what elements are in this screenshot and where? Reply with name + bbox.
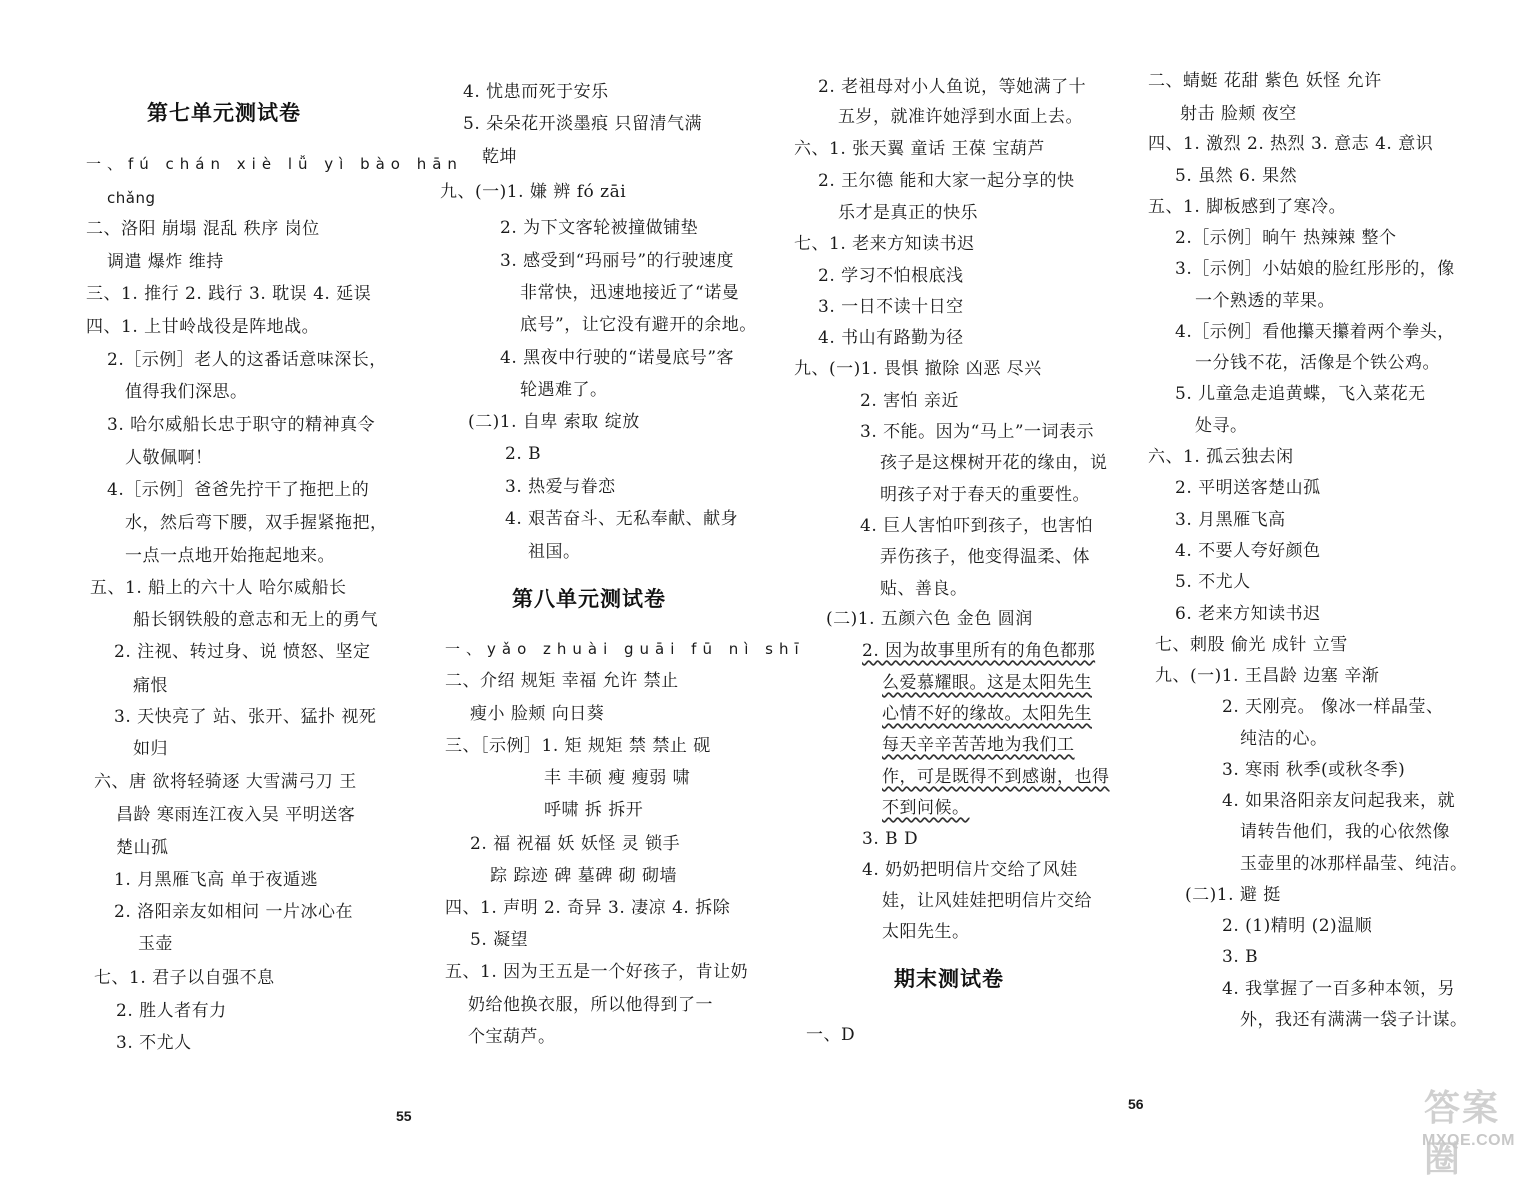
page-number-left: 55	[396, 1108, 412, 1124]
answer-line: 2. 天刚亮。 像冰一样晶莹、	[1222, 697, 1444, 717]
answer-line: 五岁，就准许她浮到水面上去。	[838, 107, 1083, 127]
answer-line: 3. B D	[862, 829, 919, 849]
answer-line: 2. 注视、转过身、说 愤怒、坚定	[114, 642, 371, 662]
answer-line: 2. 平明送客楚山孤	[1175, 478, 1321, 498]
answer-line: 一点一点地开始拖起地来。	[125, 546, 335, 566]
answer-line: 2. 学习不怕根底浅	[818, 266, 964, 286]
answer-line: 作，可是既得不到感谢，也得	[882, 767, 1110, 787]
answer-line: 3. 月黑雁飞高	[1175, 510, 1286, 530]
answer-line: 调遣 爆炸 维持	[107, 252, 224, 272]
answer-line: 射击 脸颊 夜空	[1180, 104, 1297, 124]
watermark-url: MXQE.COM	[1422, 1132, 1515, 1149]
answer-line: (二)1. 五颜六色 金色 圆润	[826, 609, 1033, 629]
answer-line: 人敬佩啊！	[125, 448, 213, 468]
answer-line: 2. B	[505, 444, 542, 464]
page-number-right: 56	[1128, 1096, 1144, 1112]
answer-line: 昌龄 寒雨连江夜入吴 平明送客	[116, 805, 356, 825]
watermark-brand: 答案圈	[1424, 1088, 1501, 1180]
answer-line: 3. 哈尔威船长忠于职守的精神真令	[107, 415, 376, 435]
answer-line: 祖国。	[528, 542, 581, 562]
answer-line: 九、(一)1. 王昌龄 边塞 辛渐	[1155, 666, 1380, 686]
answer-line: 2. 胜人者有力	[116, 1001, 227, 1021]
answer-line: 九、(一)1. 嫌 辨 fó zāi	[440, 182, 627, 202]
unit8-title: 第八单元测试卷	[512, 586, 666, 611]
answer-line: 瘦小 脸颊 向日葵	[470, 704, 605, 724]
answer-line: 2. 害怕 亲近	[860, 391, 960, 411]
answer-line: 七、1. 老来方知读书迟	[794, 234, 975, 254]
answer-line: 3. B	[1222, 947, 1259, 967]
answer-line: 3. 一日不读十日空	[818, 297, 964, 317]
answer-line: 处寻。	[1195, 416, 1248, 436]
answer-line: 4. 黑夜中行驶的“诺曼底号”客	[500, 348, 735, 368]
answer-line: 呼啸 拆 拆开	[544, 800, 644, 820]
answer-line: 四、1. 声明 2. 奇异 3. 凄凉 4. 拆除	[445, 898, 731, 918]
answer-line: 值得我们深思。	[125, 382, 248, 402]
answer-line: 3. 感受到“玛丽号”的行驶速度	[500, 251, 735, 271]
answer-line: 丰 丰硕 瘦 瘦弱 啸	[544, 768, 691, 788]
answer-line: 三、1. 推行 2. 践行 3. 耽误 4. 延误	[86, 284, 372, 304]
answer-line: 孩子是这棵树开花的缘由，说	[880, 453, 1108, 473]
answer-line: 乾坤	[482, 147, 517, 167]
answer-line: 非常快，迅速地接近了“诺曼	[520, 283, 740, 303]
answer-line: 玉壶	[138, 934, 173, 954]
answer-line: 3. 不尤人	[116, 1033, 192, 1053]
unit7-title: 第七单元测试卷	[147, 100, 301, 125]
answer-line: 六、1. 张天翼 童话 王葆 宝葫芦	[794, 139, 1045, 159]
answer-line: 轮遇难了。	[520, 380, 608, 400]
answer-line: 2. 洛阳亲友如相问 一片冰心在	[114, 902, 354, 922]
answer-line: 6. 老来方知读书迟	[1175, 604, 1321, 624]
answer-line: 底号”，让它没有避开的余地。	[520, 315, 757, 335]
answer-line: 二、介绍 规矩 幸福 允许 禁止	[445, 671, 679, 691]
answer-line: 4. 如果洛阳亲友问起我来，就	[1222, 791, 1456, 811]
answer-line: 4. 不要人夸好颜色	[1175, 541, 1321, 561]
answer-line: 5. 凝望	[470, 930, 529, 950]
answer-line: 4. 书山有路勤为径	[818, 328, 964, 348]
answer-line: 一、fú chán xiè lǚ yì bào hān	[86, 155, 463, 173]
answer-line: 4. 奶奶把明信片交给了风娃	[862, 860, 1078, 880]
answer-line: 五、1. 脚板感到了寒冷。	[1148, 197, 1347, 217]
answer-line: 2. 为下文客轮被撞做铺垫	[500, 218, 699, 238]
answer-line: (二)1. 避 挺	[1185, 885, 1281, 905]
answer-line: chǎng	[107, 189, 156, 207]
watermark-logo	[1418, 1080, 1528, 1180]
answer-line: 楚山孤	[116, 838, 169, 858]
answer-line: 3. 天快亮了 站、张开、猛扑 视死	[114, 707, 377, 727]
answer-line: 3. 不能。因为“马上”一词表示	[860, 422, 1095, 442]
answer-line: 二、蜻蜓 花甜 紫色 妖怪 允许	[1148, 71, 1382, 91]
answer-line: 弄伤孩子，他变得温柔、体	[880, 547, 1090, 567]
answer-line: 一、D	[806, 1025, 856, 1045]
answer-line: 2. 老祖母对小人鱼说，等她满了十	[818, 77, 1087, 97]
answer-line: 贴、善良。	[880, 579, 968, 599]
answer-line: 不到问候。	[882, 798, 970, 818]
answer-line: 太阳先生。	[882, 922, 970, 942]
answer-line: 七、刺股 偷光 成针 立雪	[1155, 635, 1348, 655]
answer-line: 乐才是真正的快乐	[838, 203, 978, 223]
answer-line: 外，我还有满满一袋子计谋。	[1240, 1010, 1468, 1030]
answer-line: 2.［示例］老人的这番话意味深长，	[107, 350, 387, 370]
answer-line: 5. 虽然 6. 果然	[1175, 166, 1298, 186]
answer-line: 2. 福 祝福 妖 妖怪 灵 锁手	[470, 834, 681, 854]
answer-line: 五、1. 因为王五是一个好孩子，肯让奶	[445, 962, 749, 982]
answer-line: 二、洛阳 崩塌 混乱 秩序 岗位	[86, 219, 320, 239]
answer-line: 4. 忧患而死于安乐	[463, 82, 609, 102]
answer-line: 明孩子对于春天的重要性。	[880, 485, 1090, 505]
answer-line: 如归	[133, 739, 168, 759]
answer-line: 2.［示例］晌午 热辣辣 整个	[1175, 228, 1397, 248]
answer-line: (二)1. 自卑 索取 绽放	[468, 412, 640, 432]
answer-line: 奶给他换衣服，所以他得到了一	[468, 995, 713, 1015]
answer-line: 娃，让风娃娃把明信片交给	[882, 891, 1092, 911]
answer-line: 踪 踪迹 碑 墓碑 砌 砌墙	[490, 866, 678, 886]
answer-line: 一个熟透的苹果。	[1195, 291, 1335, 311]
answer-line: 四、1. 激烈 2. 热烈 3. 意志 4. 意识	[1148, 134, 1434, 154]
answer-line: 三、［示例］1. 矩 规矩 禁 禁止 砚	[445, 736, 711, 756]
answer-line: 4.［示例］爸爸先拧干了拖把上的	[107, 480, 370, 500]
answer-line: 船长钢铁般的意志和无上的勇气	[133, 610, 378, 630]
answer-line: 一、yǎo zhuài guāi fū nì shī	[445, 640, 805, 658]
answer-line: 4.［示例］看他攥天攥着两个拳头，	[1175, 322, 1455, 342]
answer-line: 每天辛辛苦苦地为我们工	[882, 735, 1075, 755]
answer-line: 七、1. 君子以自强不息	[94, 968, 275, 988]
answer-line: 心情不好的缘故。太阳先生	[882, 704, 1092, 724]
answer-line: 4. 巨人害怕吓到孩子，也害怕	[860, 516, 1094, 536]
answer-line: 请转告他们，我的心依然像	[1240, 822, 1450, 842]
answer-line: 5. 不尤人	[1175, 572, 1251, 592]
answer-line: 痛恨	[133, 676, 168, 696]
answer-line: 六、1. 孤云独去闲	[1148, 447, 1294, 467]
answer-line: 么爱慕耀眼。这是太阳先生	[882, 673, 1092, 693]
answer-line: 一分钱不花，活像是个铁公鸡。	[1195, 353, 1440, 373]
answer-line: 2. 王尔德 能和大家一起分享的快	[818, 171, 1075, 191]
answer-line: 4. 我掌握了一百多种本领，另	[1222, 979, 1456, 999]
answer-line: 四、1. 上甘岭战役是阵地战。	[86, 317, 320, 337]
answer-line: 六、唐 欲将轻骑逐 大雪满弓刀 王	[94, 772, 357, 792]
answer-line: 5. 朵朵花开淡墨痕 只留清气满	[463, 114, 703, 134]
answer-line: 个宝葫芦。	[468, 1027, 556, 1047]
answer-line: 纯洁的心。	[1240, 729, 1328, 749]
answer-line: 3. 寒雨 秋季(或秋冬季)	[1222, 760, 1406, 780]
answer-line: 水，然后弯下腰，双手握紧拖把，	[125, 513, 388, 533]
answer-line: 九、(一)1. 畏惧 撤除 凶恶 尽兴	[794, 359, 1042, 379]
answer-line: 3. 热爱与眷恋	[505, 477, 616, 497]
answer-line: 4. 艰苦奋斗、无私奉献、献身	[505, 509, 739, 529]
answer-line: 2. 因为故事里所有的角色都那	[862, 641, 1096, 661]
answer-line: 1. 月黑雁飞高 单于夜遁逃	[114, 870, 319, 890]
answer-line: 五、1. 船上的六十人 哈尔威船长	[90, 578, 347, 598]
answer-line: 3.［示例］小姑娘的脸红彤彤的，像	[1175, 259, 1455, 279]
answer-line: 玉壶里的冰那样晶莹、纯洁。	[1240, 854, 1468, 874]
answer-line: 5. 儿童急走追黄蝶，飞入菜花无	[1175, 384, 1426, 404]
final-exam-title: 期末测试卷	[894, 966, 1004, 991]
answer-line: 2. (1)精明 (2)温顺	[1222, 916, 1373, 936]
